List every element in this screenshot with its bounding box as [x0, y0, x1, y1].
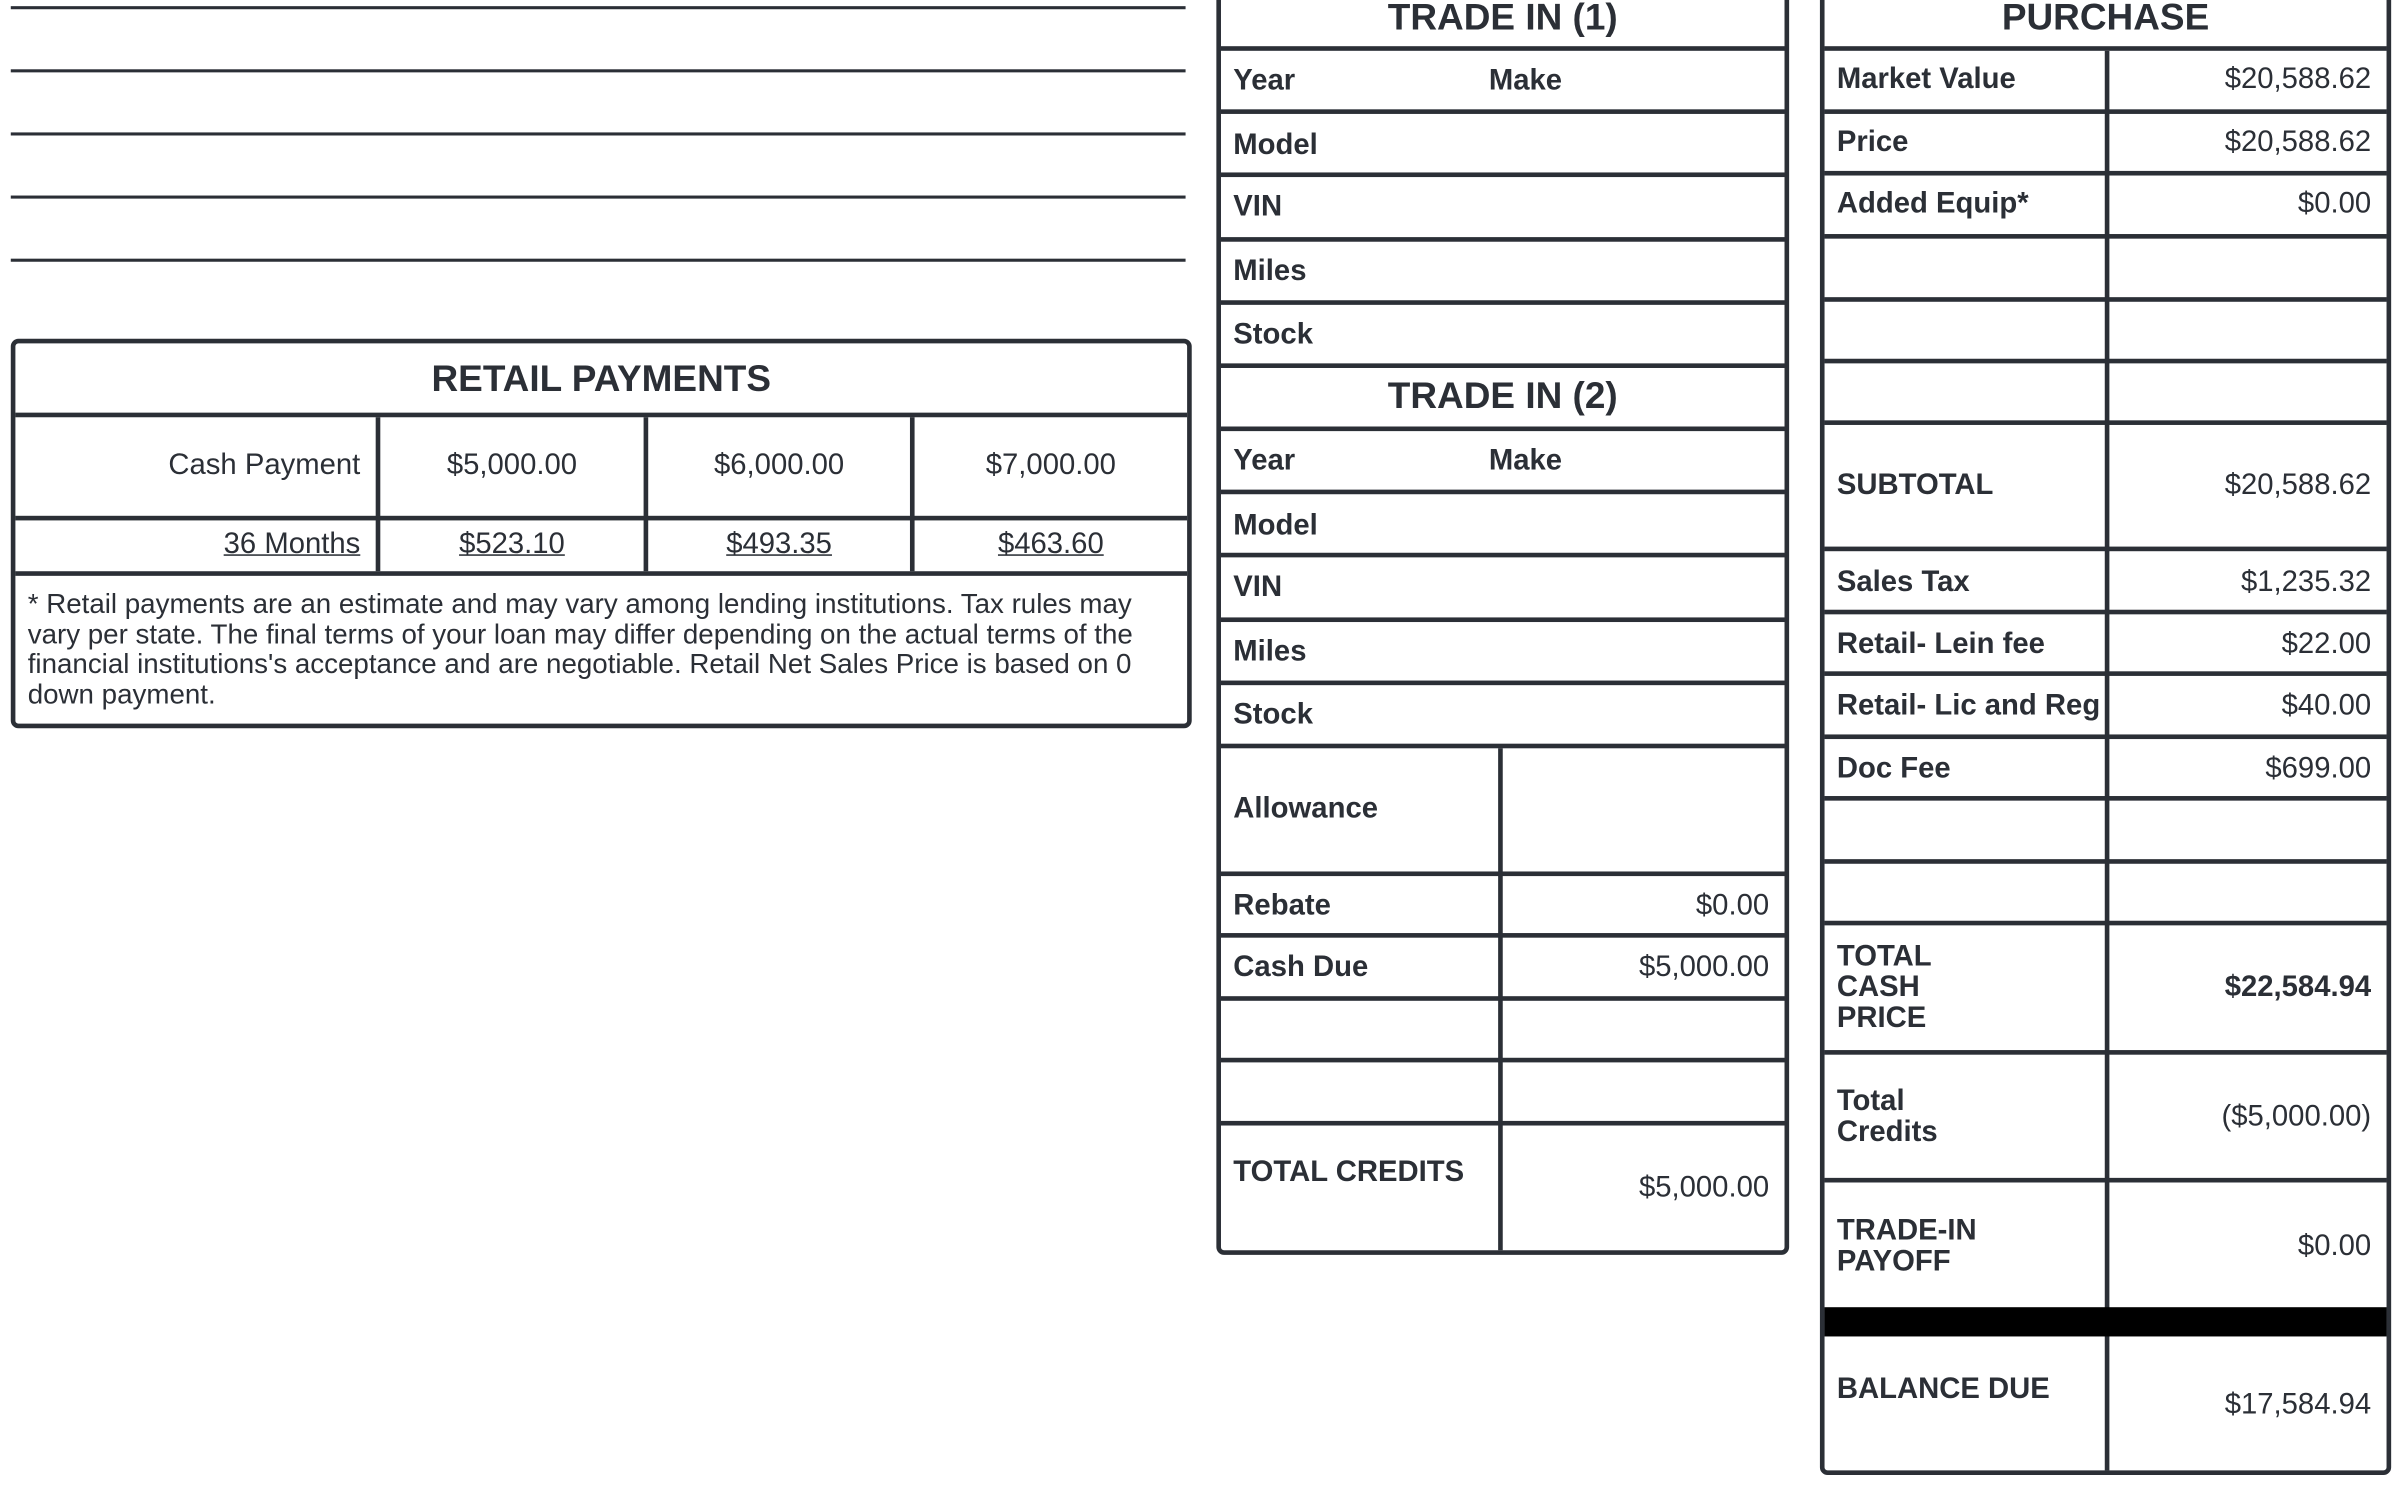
purchase-total-credits-label: Total Credits [1836, 1085, 1938, 1149]
divider [1221, 1058, 1785, 1063]
sales-tax-value: $1,235.32 [2240, 566, 2372, 599]
divider [1221, 172, 1785, 177]
divider [1825, 234, 2387, 239]
trade-in-1-stock-label: Stock [1233, 318, 1313, 352]
trade-in-2-vin-label: VIN [1233, 571, 1283, 604]
divider [1221, 681, 1785, 686]
lein-fee-label: Retail- Lein fee [1836, 628, 2045, 661]
blank-line [11, 196, 1186, 199]
lic-reg-value: $40.00 [2281, 689, 2372, 723]
divider [1221, 996, 1785, 1001]
term-months-label: 36 Months [223, 528, 361, 561]
down-payment-option: $5,000.00 [446, 449, 578, 482]
balance-due-label: BALANCE DUE [1836, 1373, 2050, 1406]
lein-fee-value: $22.00 [2281, 628, 2372, 661]
market-value-label: Market Value [1836, 63, 2016, 96]
black-separator-bar [1825, 1307, 2387, 1336]
divider [1825, 109, 2387, 114]
divider [1221, 871, 1785, 876]
retail-payments-disclaimer: * Retail payments are an estimate and may vary among lending institutions. Tax rules may vary per state. The final terms of your loan may differ depending on the actual terms of the financial institutions's acceptance and are negotiable. Retail Net Sales Price is based on 0 down payment. [27, 588, 1133, 710]
trade-in-payoff-label: TRADE-IN PAYOFF [1836, 1214, 1977, 1278]
divider [1221, 617, 1785, 622]
trade-in-1-miles-label: Miles [1233, 255, 1307, 288]
trade-in-panel [1216, 0, 1789, 1255]
divider [15, 571, 1187, 576]
cash-due-label: Cash Due [1233, 951, 1369, 984]
blank-line [11, 259, 1186, 262]
cash-payment-label: Cash Payment [168, 449, 361, 482]
monthly-payment: $463.60 [997, 528, 1104, 561]
divider [1221, 363, 1785, 368]
divider [1825, 921, 2387, 926]
monthly-payment: $493.35 [726, 528, 832, 561]
divider [1221, 46, 1785, 51]
blank-line [11, 69, 1186, 72]
total-credits-label: TOTAL CREDITS [1233, 1156, 1465, 1189]
trade-in-1-year-label: Year [1233, 64, 1296, 98]
blank-line [11, 6, 1186, 9]
divider [1221, 300, 1785, 305]
cash-due-value: $5,000.00 [1638, 951, 1770, 984]
divider [1825, 1050, 2387, 1055]
divider [2105, 51, 2110, 1471]
divider [1825, 1178, 2387, 1183]
divider [1825, 671, 2387, 676]
divider [1221, 490, 1785, 495]
divider [15, 516, 1187, 521]
divider [1825, 859, 2387, 864]
monthly-payment: $523.10 [459, 528, 565, 561]
rebate-value: $0.00 [1695, 889, 1770, 923]
divider [1221, 1121, 1785, 1126]
divider [1825, 547, 2387, 552]
trade-in-2-model-label: Model [1233, 509, 1318, 542]
divider [1221, 553, 1785, 558]
blank-line [11, 132, 1186, 135]
price-label: Price [1836, 126, 1909, 159]
purchase-total-credits-value: ($5,000.00) [2221, 1100, 2372, 1134]
trade-in-1-model-label: Model [1233, 129, 1318, 162]
lic-reg-label: Retail- Lic and Reg [1836, 689, 2101, 723]
retail-payments-table [11, 339, 1192, 729]
retail-payments-title: RETAIL PAYMENTS [431, 358, 771, 401]
trade-in-2-title: TRADE IN (2) [1387, 375, 1618, 418]
purchase-title: PURCHASE [2001, 0, 2210, 39]
market-value: $20,588.62 [2224, 63, 2372, 96]
purchase-panel [1820, 0, 2391, 1475]
down-payment-option: $6,000.00 [714, 449, 845, 482]
down-payment-option: $7,000.00 [985, 449, 1116, 482]
doc-fee-label: Doc Fee [1836, 752, 1951, 786]
balance-due-value: $17,584.94 [2224, 1388, 2372, 1422]
divider [1825, 359, 2387, 364]
total-credits-value: $5,000.00 [1638, 1171, 1770, 1205]
divider [1825, 610, 2387, 615]
trade-in-1-vin-label: VIN [1233, 190, 1283, 224]
trade-in-1-title: TRADE IN (1) [1387, 0, 1618, 39]
divider [1825, 171, 2387, 176]
divider [1825, 420, 2387, 425]
total-cash-price-value: $22,584.94 [2224, 971, 2372, 1004]
added-equip-label: Added Equip* [1836, 187, 2029, 221]
divider [1221, 933, 1785, 938]
divider [1825, 796, 2387, 801]
divider [1221, 426, 1785, 431]
price-value: $20,588.62 [2224, 126, 2372, 159]
subtotal-value: $20,588.62 [2224, 469, 2372, 502]
trade-in-2-make-label: Make [1488, 444, 1563, 478]
subtotal-label: SUBTOTAL [1836, 469, 1994, 502]
divider [1221, 237, 1785, 242]
trade-in-2-stock-label: Stock [1233, 699, 1313, 732]
total-cash-price-label: TOTAL CASH PRICE [1836, 940, 1932, 1035]
trade-in-2-miles-label: Miles [1233, 635, 1307, 669]
divider [1221, 109, 1785, 114]
allowance-label: Allowance [1233, 792, 1379, 826]
trade-in-payoff-value: $0.00 [2297, 1230, 2372, 1263]
trade-in-2-year-label: Year [1233, 444, 1296, 478]
divider [15, 413, 1187, 418]
trade-in-1-make-label: Make [1488, 64, 1563, 98]
rebate-label: Rebate [1233, 889, 1331, 923]
sales-tax-label: Sales Tax [1836, 566, 1970, 599]
divider [1825, 297, 2387, 302]
added-equip-value: $0.00 [2297, 187, 2372, 221]
divider [1825, 734, 2387, 739]
doc-fee-value: $699.00 [2265, 752, 2372, 786]
